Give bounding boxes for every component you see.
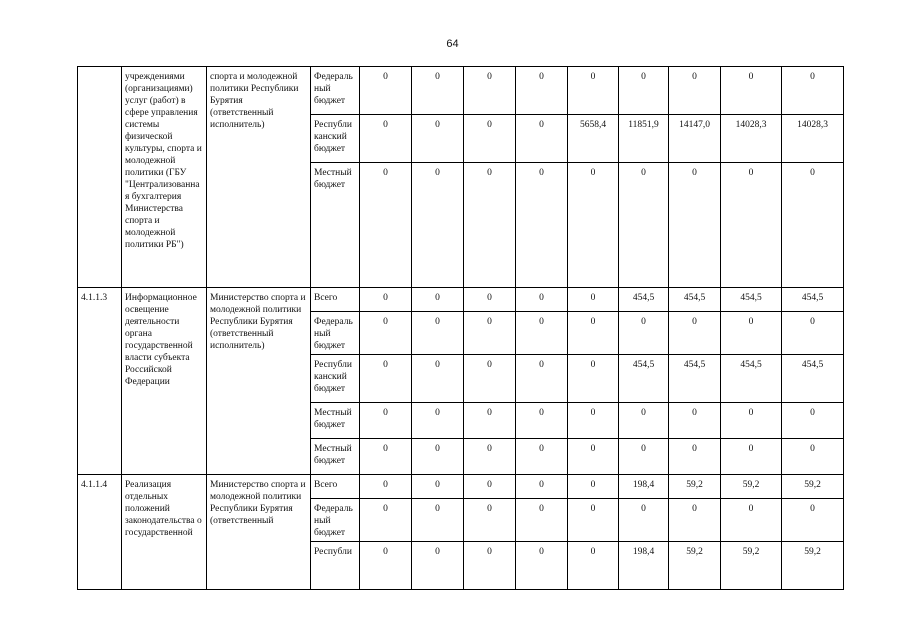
amount-cell: 0 [669,312,721,355]
amount-cell: 0 [516,475,568,499]
amount-cell: 0 [721,403,782,439]
amount-cell: 0 [721,163,782,288]
amount-cell: 0 [360,355,412,403]
responsible-executor: спорта и молодежной политики Республики Бурятия (ответственный исполнитель) [207,67,311,288]
amount-cell: 0 [516,288,568,312]
amount-cell: 0 [360,163,412,288]
amount-cell: 0 [619,163,669,288]
amount-cell: 0 [412,542,464,590]
amount-cell: 0 [516,115,568,163]
amount-cell: 0 [360,542,412,590]
amount-cell: 59,2 [721,475,782,499]
amount-cell: 0 [782,439,844,475]
measure-name: Информационное освещение деятельности органа государственной власти субъекта Российской Федерации [122,288,207,475]
measure-code: 4.1.1.4 [78,475,122,590]
amount-cell: 0 [721,312,782,355]
amount-cell: 0 [669,67,721,115]
table-row [78,67,844,115]
funding-source: Федеральный бюджет [311,499,360,542]
amount-cell: 454,5 [619,288,669,312]
amount-cell: 5658,4 [568,115,619,163]
amount-cell: 198,4 [619,542,669,590]
responsible-executor: Министерство спорта и молодежной политики Республики Бурятия (ответственный исполнитель) [207,288,311,475]
amount-cell: 0 [669,163,721,288]
amount-cell: 0 [619,439,669,475]
amount-cell: 0 [464,475,516,499]
amount-cell: 0 [516,542,568,590]
amount-cell: 0 [360,288,412,312]
measure-name: Реализация отдельных положений законодательства о государственной [122,475,207,590]
amount-cell: 0 [360,67,412,115]
funding-source: Федеральный бюджет [311,67,360,115]
amount-cell: 0 [412,499,464,542]
amount-cell: 0 [360,403,412,439]
amount-cell: 0 [360,115,412,163]
funding-source: Местный бюджет [311,403,360,439]
amount-cell: 0 [782,67,844,115]
amount-cell: 0 [619,499,669,542]
amount-cell: 0 [568,499,619,542]
funding-source: Местный бюджет [311,163,360,288]
amount-cell: 14028,3 [721,115,782,163]
measure-code: 4.1.1.3 [78,288,122,475]
amount-cell: 0 [412,288,464,312]
amount-cell: 14028,3 [782,115,844,163]
amount-cell: 0 [412,475,464,499]
amount-cell: 0 [412,439,464,475]
amount-cell: 59,2 [782,475,844,499]
budget-table [77,66,844,590]
amount-cell: 0 [464,439,516,475]
amount-cell: 454,5 [782,355,844,403]
amount-cell: 0 [516,163,568,288]
amount-cell: 0 [568,355,619,403]
amount-cell: 0 [412,403,464,439]
amount-cell: 454,5 [721,355,782,403]
amount-cell: 0 [464,499,516,542]
amount-cell: 0 [568,475,619,499]
amount-cell: 0 [568,403,619,439]
table-row [78,288,844,312]
amount-cell: 0 [568,439,619,475]
amount-cell: 454,5 [669,288,721,312]
measure-name: учреждениями (организациями) услуг (работ) в сфере управления системы физической культуры, спорта и молодежной политики (ГБУ "Централизованная бухгалтерия Министерства спорта и молодежной политики РБ") [122,67,207,288]
amount-cell: 0 [782,499,844,542]
amount-cell: 0 [568,67,619,115]
amount-cell: 0 [721,499,782,542]
amount-cell: 0 [619,67,669,115]
amount-cell: 59,2 [782,542,844,590]
amount-cell: 0 [516,312,568,355]
funding-source: Республи [311,542,360,590]
amount-cell: 0 [782,403,844,439]
amount-cell: 11851,9 [619,115,669,163]
amount-cell: 0 [721,67,782,115]
amount-cell: 454,5 [721,288,782,312]
amount-cell: 0 [360,499,412,542]
amount-cell: 0 [782,312,844,355]
amount-cell: 0 [464,542,516,590]
table-body [78,67,844,590]
amount-cell: 59,2 [721,542,782,590]
funding-source: Федеральный бюджет [311,312,360,355]
page-number: 64 [446,38,459,50]
amount-cell: 0 [516,403,568,439]
amount-cell: 0 [568,542,619,590]
amount-cell: 0 [619,312,669,355]
amount-cell: 0 [782,163,844,288]
amount-cell: 0 [412,163,464,288]
amount-cell: 0 [619,403,669,439]
funding-source: Республиканский бюджет [311,355,360,403]
amount-cell: 0 [360,439,412,475]
amount-cell: 454,5 [619,355,669,403]
amount-cell: 59,2 [669,542,721,590]
amount-cell: 0 [412,312,464,355]
amount-cell: 0 [516,499,568,542]
amount-cell: 0 [669,499,721,542]
amount-cell: 0 [464,355,516,403]
amount-cell: 0 [464,67,516,115]
funding-source: Всего [311,288,360,312]
responsible-executor: Министерство спорта и молодежной политики Республики Бурятия (ответственный [207,475,311,590]
amount-cell: 0 [464,115,516,163]
table-row [78,475,844,499]
amount-cell: 0 [464,403,516,439]
amount-cell: 14147,0 [669,115,721,163]
amount-cell: 0 [412,355,464,403]
amount-cell: 0 [721,439,782,475]
measure-code [78,67,122,288]
amount-cell: 0 [464,312,516,355]
funding-source: Всего [311,475,360,499]
amount-cell: 454,5 [669,355,721,403]
amount-cell: 0 [516,355,568,403]
funding-source: Республиканский бюджет [311,115,360,163]
amount-cell: 0 [669,403,721,439]
amount-cell: 0 [568,163,619,288]
amount-cell: 0 [412,115,464,163]
amount-cell: 0 [516,67,568,115]
amount-cell: 0 [568,288,619,312]
amount-cell: 59,2 [669,475,721,499]
amount-cell: 0 [516,439,568,475]
amount-cell: 198,4 [619,475,669,499]
amount-cell: 0 [360,475,412,499]
amount-cell: 0 [360,312,412,355]
amount-cell: 0 [464,288,516,312]
amount-cell: 0 [568,312,619,355]
amount-cell: 0 [464,163,516,288]
funding-source: Местный бюджет [311,439,360,475]
amount-cell: 0 [412,67,464,115]
amount-cell: 0 [669,439,721,475]
amount-cell: 454,5 [782,288,844,312]
